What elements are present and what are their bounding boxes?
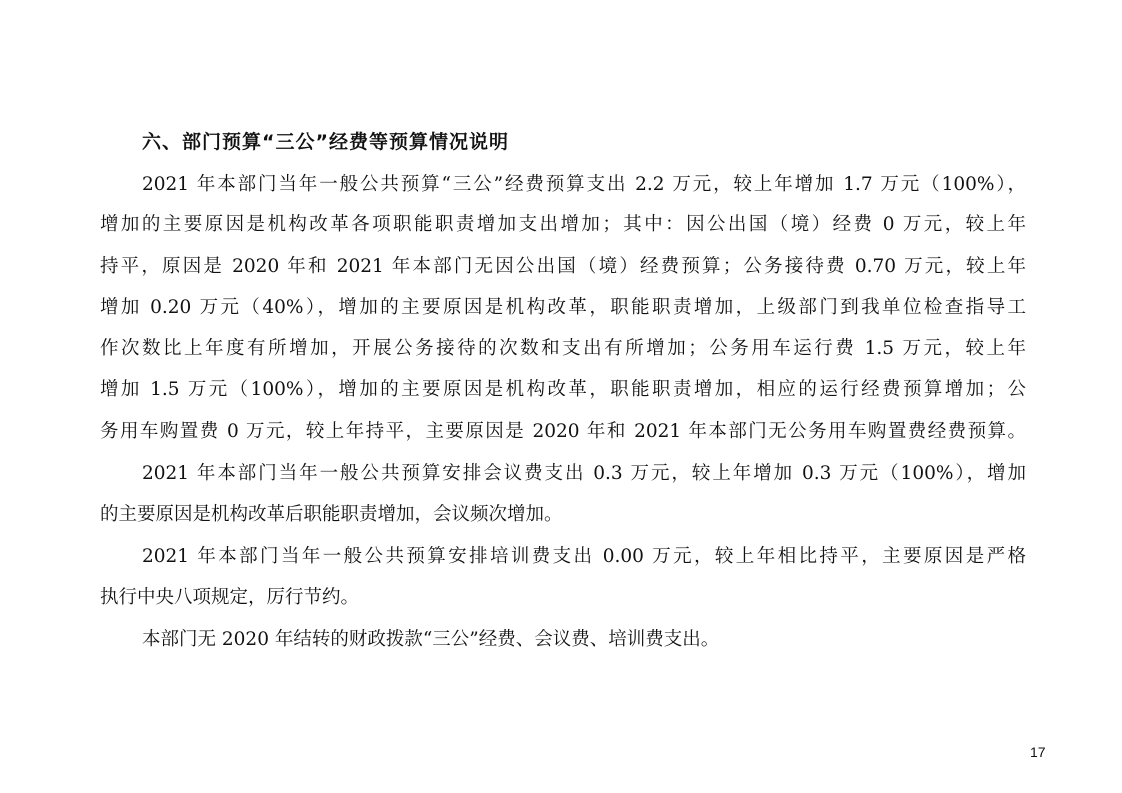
paragraph-4-line-1: 本部门无 2020 年结转的财政拨款“三公”经费、会议费、培训费支出。 [142, 629, 720, 650]
paragraph-2-line-2: 的主要原因是机构改革后职能职责增加，会议频次增加。 [100, 504, 563, 525]
paragraph-1-line-7: 务用车购置费 0 万元，较上年持平，主要原因是 2020 年和 2021 年本部门无公务用车购置费经费预算。 [100, 421, 1026, 442]
paragraph-2-line-1: 2021 年本部门当年一般公共预算安排会议费支出 0.3 万元，较上年增加 0.3 万元（100%），增加 [142, 463, 1026, 484]
paragraph-1-line-1: 2021 年本部门当年一般公共预算“三公”经费预算支出 2.2 万元，较上年增加 1.7 万元（100%）， [142, 174, 1026, 195]
paragraph-1-line-4: 增加 0.20 万元（40%），增加的主要原因是机构改革，职能职责增加，上级部门到我单位检查指导工 [100, 297, 1026, 318]
paragraph-1-line-6: 增加 1.5 万元（100%），增加的主要原因是机构改革，职能职责增加，相应的运行经费预算增加；公 [100, 379, 1026, 400]
paragraph-3-line-2: 执行中央八项规定，厉行节约。 [100, 587, 360, 608]
paragraph-1-line-2: 增加的主要原因是机构改革各项职能职责增加支出增加；其中：因公出国（境）经费 0 万元，较上年 [100, 214, 1026, 235]
paragraph-1-line-5: 作次数比上年度有所增加，开展公务接待的次数和支出有所增加；公务用车运行费 1.5 万元，较上年 [100, 338, 1026, 359]
page-number: 17 [1030, 744, 1046, 760]
paragraph-1-line-3: 持平，原因是 2020 年和 2021 年本部门无因公出国（境）经费预算；公务接待费 0.70 万元，较上年 [100, 256, 1026, 277]
paragraph-3-line-1: 2021 年本部门当年一般公共预算安排培训费支出 0.00 万元，较上年相比持平，主要原因是严格 [142, 546, 1026, 567]
section-heading: 六、部门预算“三公”经费等预算情况说明 [142, 131, 509, 153]
